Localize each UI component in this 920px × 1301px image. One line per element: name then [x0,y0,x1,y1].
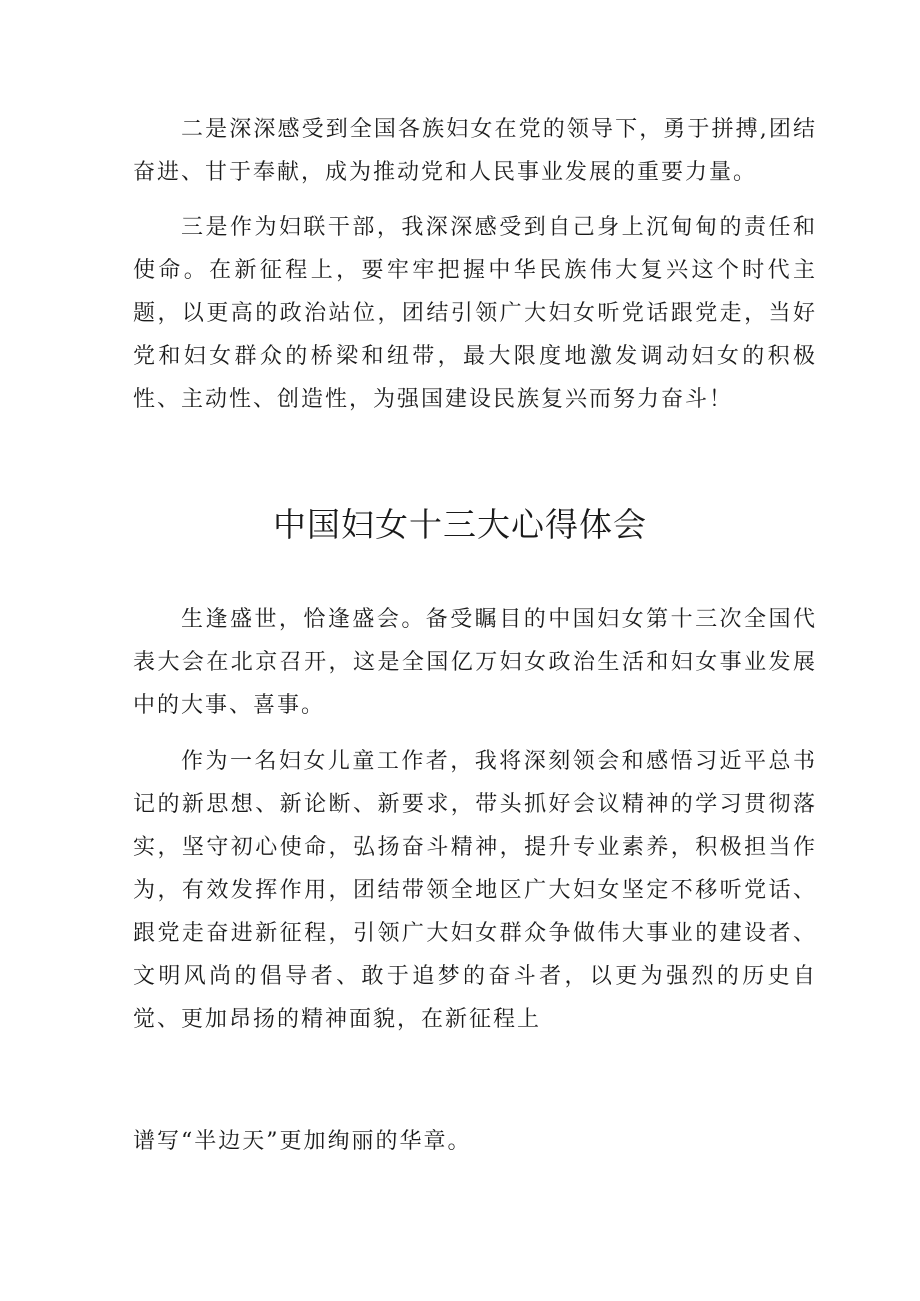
paragraph-intro: 生逢盛世，恰逢盛会。备受瞩目的中国妇女第十三次全国代表大会在北京召开，这是全国亿万妇女政治生活和妇女事业发展中的大事、喜事。 [133,607,817,718]
article-title: 中国妇女十三大心得体会 [273,505,647,544]
paragraph-commitment-three: 三是作为妇联干部，我深深感受到自己身上沉甸甸的责任和使命。在新征程上，要牢牢把握中华民族伟大复兴这个时代主题，以更高的政治站位，团结引领广大妇女听党话跟党走，当好党和妇女群众的桥梁和纽带，最大限度地激发调动妇女的积极性、主动性、创造性，为强国建设民族复兴而努力奋斗！ [133,215,817,412]
paragraph-commitment-two: 二是深深感受到全国各族妇女在党的领导下，勇于拼搏,团结奋进、甘于奉献，成为推动党和人民事业发展的重要力量。 [133,117,817,185]
paragraph-closing: 谱写“半边天”更加绚丽的华章。 [133,1129,472,1154]
paragraph-pledge: 作为一名妇女儿童工作者，我将深刻领会和感悟习近平总书记的新思想、新论断、新要求，带头抓好会议精神的学习贯彻落实，坚守初心使命，弘扬奋斗精神，提升专业素养，积极担当作为，有效发挥作用，团结带领全地区广大妇女坚定不移听党话、跟党走奋进新征程，引领广大妇女群众争做伟大事业的建设者、文明风尚的倡导者、敢于追梦的奋斗者，以更为强烈的历史自觉、更加昂扬的精神面貌，在新征程上 [133,749,817,1032]
